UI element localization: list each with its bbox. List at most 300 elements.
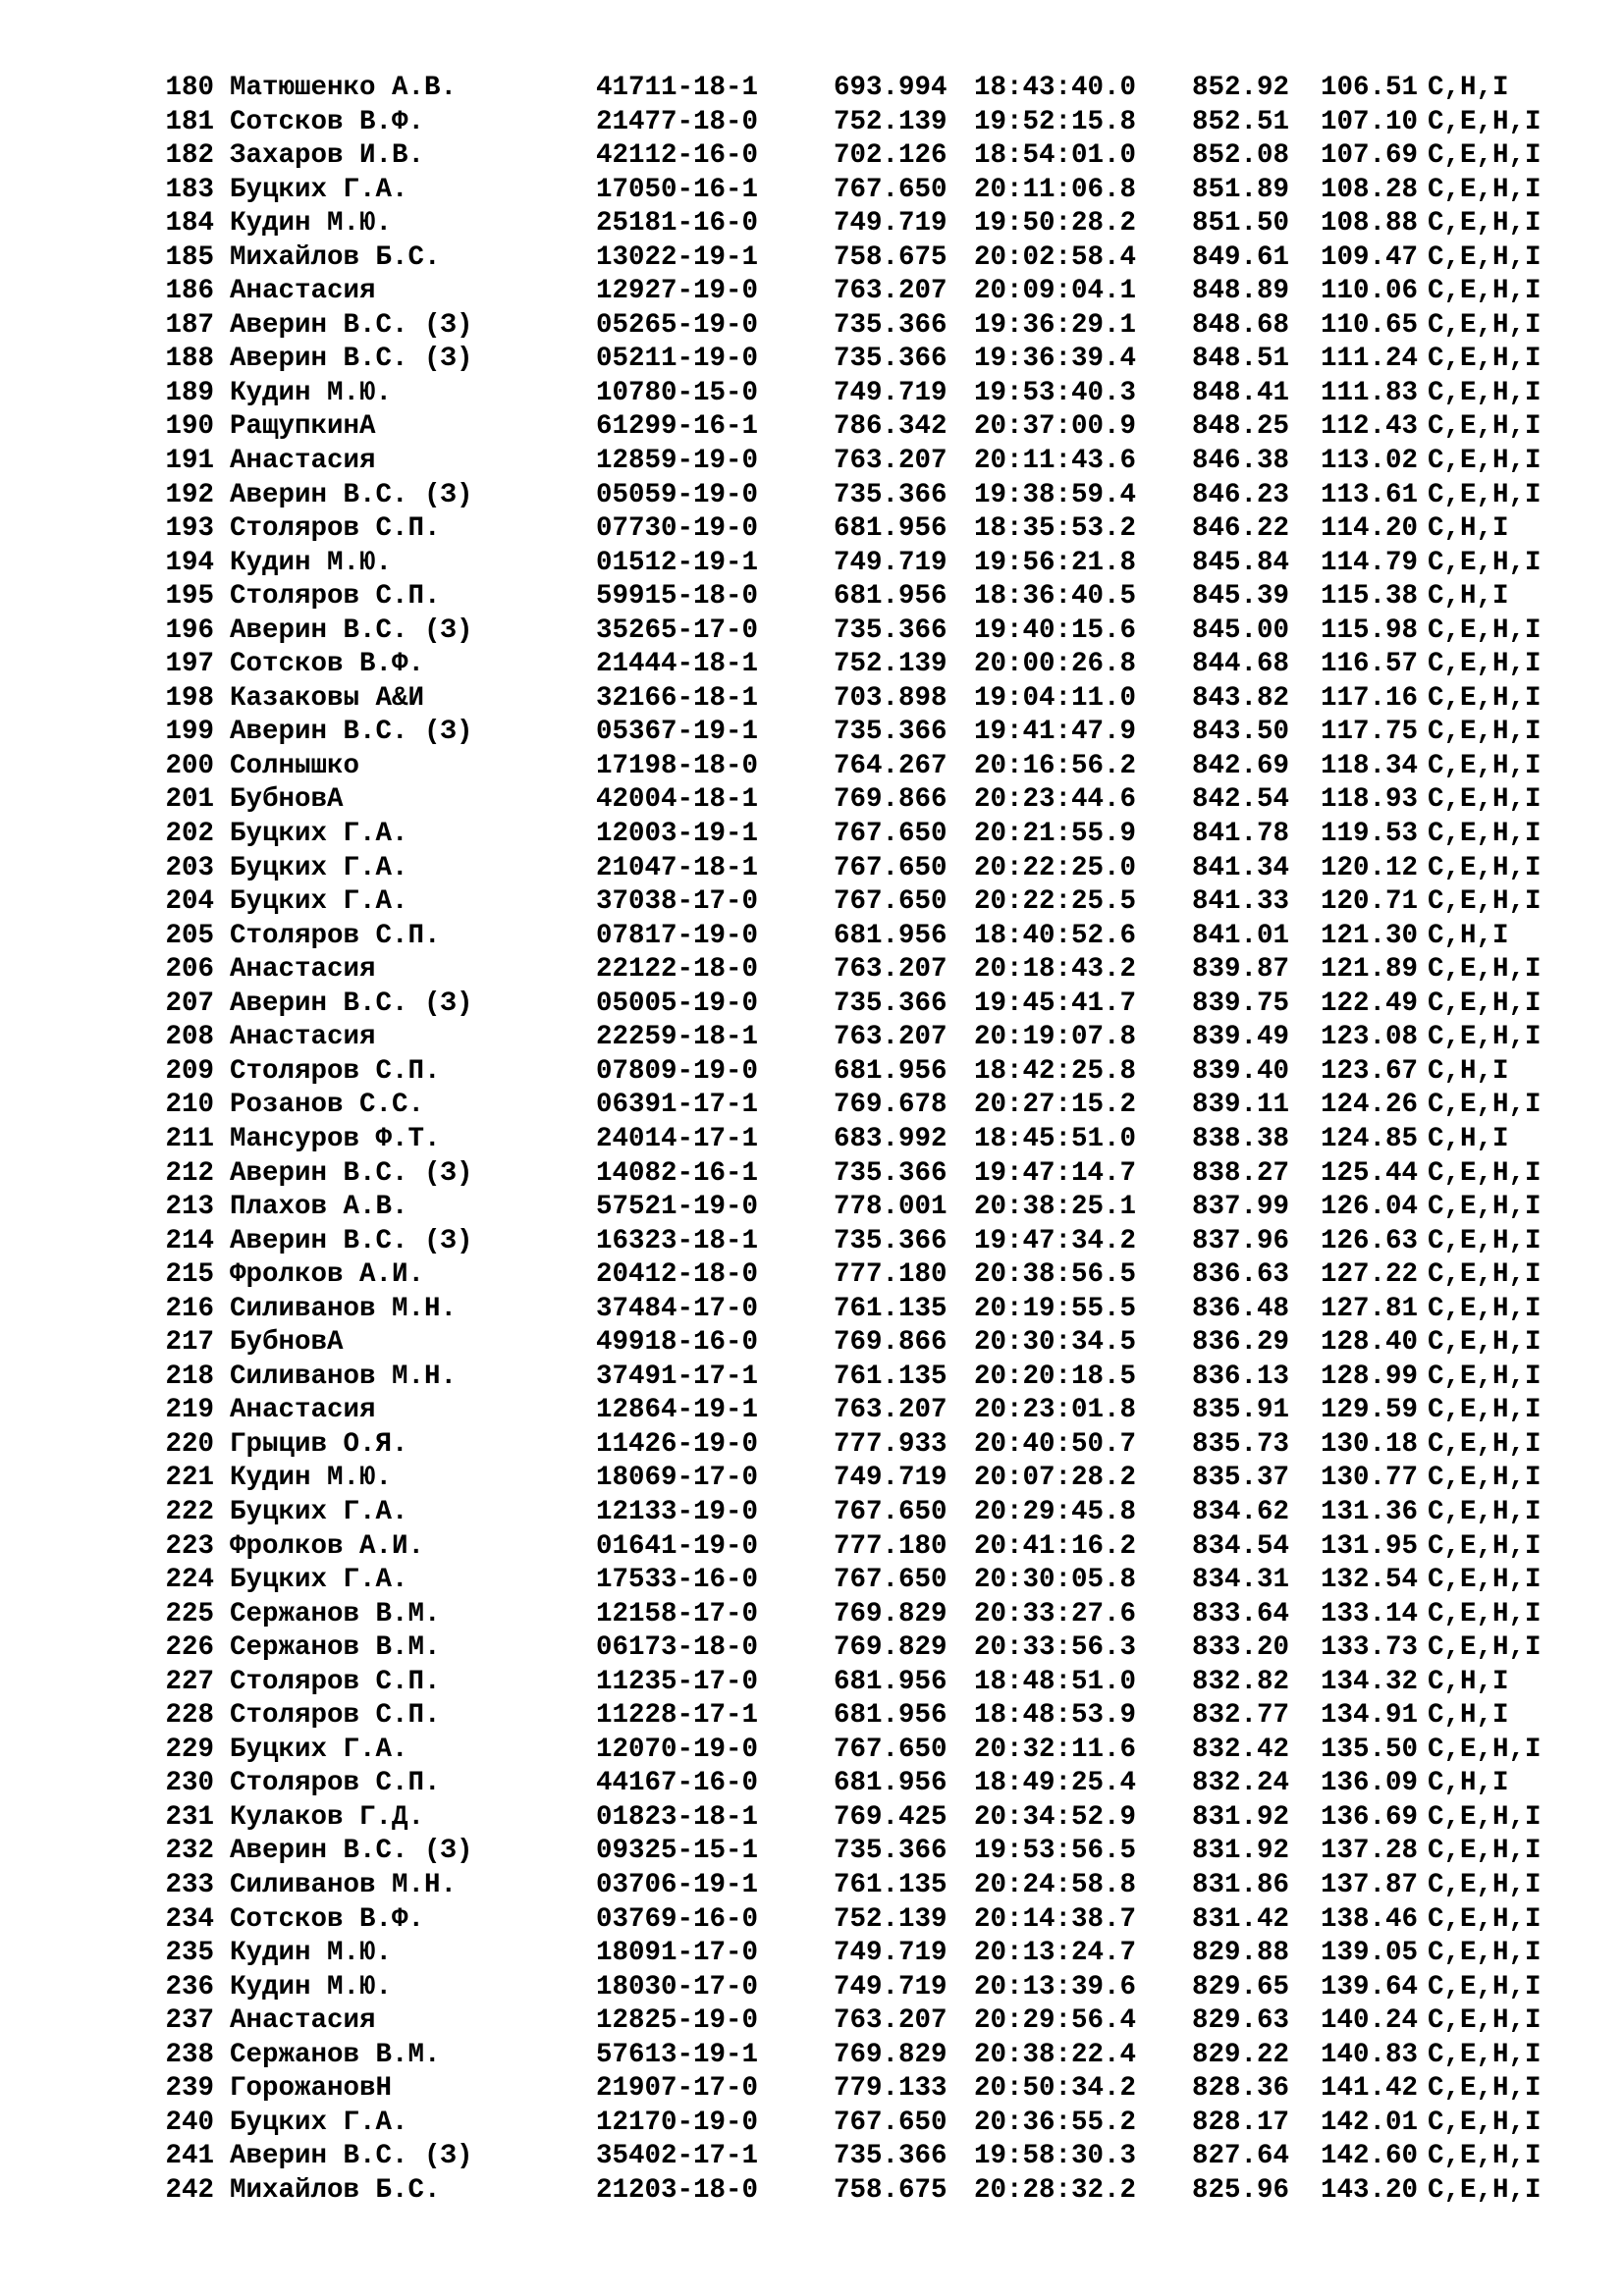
table-row <box>143 2039 1542 2073</box>
distance: 693.994 <box>834 73 947 103</box>
categories: C,E,H,I <box>1428 988 1542 1019</box>
ring-number: 57613-19-1 <box>596 2039 759 2070</box>
participant-name: Анастасия <box>230 2005 376 2037</box>
ring-number: 42004-18-1 <box>596 784 759 816</box>
participant-name: Аверин В.С. (З) <box>230 1225 473 1256</box>
arrival-time: 20:02:58.4 <box>974 241 1137 273</box>
arrival-time: 20:18:43.2 <box>974 954 1137 986</box>
speed: 836.63 <box>1192 1259 1290 1291</box>
speed: 835.91 <box>1192 1395 1290 1426</box>
table-row <box>143 1530 1542 1565</box>
table-row <box>143 377 1542 411</box>
ring-number: 24014-17-1 <box>596 1123 759 1154</box>
distance: 769.829 <box>834 1632 947 1664</box>
ring-number: 37038-17-0 <box>596 886 759 918</box>
ring-number: 03706-19-1 <box>596 1869 759 1900</box>
table-row <box>143 1361 1542 1395</box>
categories: C,E,H,I <box>1428 1530 1542 1562</box>
coefficient: 134.32 <box>1321 1666 1419 1697</box>
speed: 841.33 <box>1192 886 1290 918</box>
arrival-time: 18:35:53.2 <box>974 513 1137 545</box>
ring-number: 14082-16-1 <box>596 1157 759 1189</box>
ring-number: 22122-18-0 <box>596 954 759 986</box>
table-row <box>143 1666 1542 1700</box>
categories: C,E,H,I <box>1428 479 1542 510</box>
coefficient: 110.65 <box>1321 309 1419 341</box>
distance: 767.650 <box>834 2107 947 2138</box>
speed: 845.39 <box>1192 581 1290 613</box>
arrival-time: 20:16:56.2 <box>974 750 1137 781</box>
participant-name: Буцких Г.А. <box>230 1734 408 1765</box>
table-row <box>143 2140 1542 2174</box>
participant-name: Столяров С.П. <box>230 920 441 951</box>
arrival-time: 19:53:56.5 <box>974 1836 1137 1867</box>
arrival-time: 18:43:40.0 <box>974 73 1137 103</box>
arrival-time: 20:20:18.5 <box>974 1361 1137 1392</box>
arrival-time: 18:48:53.9 <box>974 1700 1137 1732</box>
arrival-time: 20:32:11.6 <box>974 1734 1137 1765</box>
coefficient: 138.46 <box>1321 1903 1419 1935</box>
place-number: 180 <box>165 73 214 103</box>
distance: 735.366 <box>834 614 947 646</box>
table-row <box>143 1598 1542 1632</box>
distance: 763.207 <box>834 446 947 477</box>
coefficient: 119.53 <box>1321 819 1419 850</box>
coefficient: 134.91 <box>1321 1700 1419 1732</box>
participant-name: Аверин В.С. (З) <box>230 988 473 1019</box>
categories: C,E,H,I <box>1428 1496 1542 1527</box>
arrival-time: 20:29:45.8 <box>974 1496 1137 1527</box>
participant-name: БубновА <box>230 1327 344 1359</box>
participant-name: Буцких Г.А. <box>230 819 408 850</box>
categories: C,E,H,I <box>1428 1225 1542 1256</box>
ring-number: 18069-17-0 <box>596 1463 759 1494</box>
ring-number: 11228-17-1 <box>596 1700 759 1732</box>
ring-number: 61299-16-1 <box>596 411 759 443</box>
table-row <box>143 1699 1542 1734</box>
place-number: 198 <box>165 682 214 714</box>
distance: 681.956 <box>834 581 947 613</box>
distance: 681.956 <box>834 1768 947 1799</box>
place-number: 196 <box>165 614 214 646</box>
coefficient: 137.87 <box>1321 1869 1419 1900</box>
ring-number: 07809-19-0 <box>596 1055 759 1087</box>
distance: 786.342 <box>834 411 947 443</box>
participant-name: Фролков А.И. <box>230 1259 425 1291</box>
place-number: 242 <box>165 2174 214 2206</box>
categories: C,H,I <box>1428 1768 1509 1799</box>
participant-name: Аверин В.С. (З) <box>230 614 473 646</box>
table-row <box>143 479 1542 513</box>
speed: 852.51 <box>1192 106 1290 137</box>
coefficient: 120.12 <box>1321 852 1419 883</box>
arrival-time: 19:47:34.2 <box>974 1225 1137 1256</box>
ring-number: 21477-18-0 <box>596 106 759 137</box>
participant-name: Анастасия <box>230 1395 376 1426</box>
ring-number: 35265-17-0 <box>596 614 759 646</box>
categories: C,E,H,I <box>1428 1869 1542 1900</box>
coefficient: 127.22 <box>1321 1259 1419 1291</box>
table-row <box>143 445 1542 479</box>
speed: 829.63 <box>1192 2005 1290 2037</box>
table-row <box>143 72 1542 106</box>
categories: C,E,H,I <box>1428 174 1542 205</box>
arrival-time: 20:50:34.2 <box>974 2073 1137 2105</box>
table-row <box>143 1564 1542 1598</box>
place-number: 189 <box>165 377 214 408</box>
place-number: 236 <box>165 1971 214 2002</box>
speed: 851.89 <box>1192 174 1290 205</box>
table-row <box>143 953 1542 988</box>
distance: 683.992 <box>834 1123 947 1154</box>
place-number: 205 <box>165 920 214 951</box>
participant-name: Силиванов М.Н. <box>230 1869 458 1900</box>
ring-number: 01641-19-0 <box>596 1530 759 1562</box>
participant-name: Аверин В.С. (З) <box>230 2141 473 2172</box>
distance: 681.956 <box>834 1055 947 1087</box>
ring-number: 16323-18-1 <box>596 1225 759 1256</box>
participant-name: Аверин В.С. (З) <box>230 717 473 748</box>
arrival-time: 20:38:25.1 <box>974 1192 1137 1223</box>
table-row <box>143 852 1542 886</box>
participant-name: Кудин М.Ю. <box>230 377 393 408</box>
place-number: 208 <box>165 1022 214 1053</box>
ring-number: 12070-19-0 <box>596 1734 759 1765</box>
arrival-time: 19:53:40.3 <box>974 377 1137 408</box>
ring-number: 17533-16-0 <box>596 1565 759 1596</box>
distance: 735.366 <box>834 309 947 341</box>
categories: C,H,I <box>1428 581 1509 613</box>
ring-number: 21203-18-0 <box>596 2174 759 2206</box>
place-number: 218 <box>165 1361 214 1392</box>
speed: 841.34 <box>1192 852 1290 883</box>
table-row <box>143 818 1542 852</box>
place-number: 219 <box>165 1395 214 1426</box>
participant-name: Матюшенко А.В. <box>230 73 458 103</box>
categories: C,E,H,I <box>1428 344 1542 375</box>
table-row <box>143 410 1542 445</box>
speed: 829.65 <box>1192 1971 1290 2002</box>
table-row <box>143 309 1542 344</box>
arrival-time: 18:42:25.8 <box>974 1055 1137 1087</box>
ring-number: 05059-19-0 <box>596 479 759 510</box>
coefficient: 142.01 <box>1321 2107 1419 2138</box>
participant-name: Кудин М.Ю. <box>230 1463 393 1494</box>
distance: 769.866 <box>834 784 947 816</box>
distance: 735.366 <box>834 1157 947 1189</box>
arrival-time: 20:40:50.7 <box>974 1428 1137 1460</box>
coefficient: 118.34 <box>1321 750 1419 781</box>
table-row <box>143 1937 1542 1971</box>
speed: 841.01 <box>1192 920 1290 951</box>
speed: 827.64 <box>1192 2141 1290 2172</box>
table-row <box>143 1258 1542 1293</box>
categories: C,E,H,I <box>1428 1157 1542 1189</box>
speed: 831.42 <box>1192 1903 1290 1935</box>
ring-number: 12158-17-0 <box>596 1598 759 1629</box>
coefficient: 127.81 <box>1321 1293 1419 1324</box>
coefficient: 123.67 <box>1321 1055 1419 1087</box>
participant-name: Аверин В.С. (З) <box>230 344 473 375</box>
arrival-time: 20:19:07.8 <box>974 1022 1137 1053</box>
place-number: 199 <box>165 717 214 748</box>
table-row <box>143 2174 1542 2209</box>
categories: C,E,H,I <box>1428 2039 1542 2070</box>
speed: 845.00 <box>1192 614 1290 646</box>
table-row <box>143 988 1542 1022</box>
distance: 749.719 <box>834 1938 947 1969</box>
coefficient: 109.47 <box>1321 241 1419 273</box>
ring-number: 05005-19-0 <box>596 988 759 1019</box>
coefficient: 118.93 <box>1321 784 1419 816</box>
participant-name: Буцких Г.А. <box>230 886 408 918</box>
arrival-time: 20:38:22.4 <box>974 2039 1137 2070</box>
place-number: 210 <box>165 1090 214 1121</box>
ring-number: 12859-19-0 <box>596 446 759 477</box>
table-row <box>143 241 1542 276</box>
distance: 761.135 <box>834 1293 947 1324</box>
categories: C,E,H,I <box>1428 1327 1542 1359</box>
distance: 758.675 <box>834 241 947 273</box>
ring-number: 35402-17-1 <box>596 2141 759 2172</box>
speed: 837.99 <box>1192 1192 1290 1223</box>
speed: 837.96 <box>1192 1225 1290 1256</box>
distance: 749.719 <box>834 208 947 240</box>
place-number: 195 <box>165 581 214 613</box>
categories: C,E,H,I <box>1428 411 1542 443</box>
categories: C,E,H,I <box>1428 309 1542 341</box>
coefficient: 112.43 <box>1321 411 1419 443</box>
table-row <box>143 2004 1542 2039</box>
coefficient: 120.71 <box>1321 886 1419 918</box>
table-row <box>143 1734 1542 1768</box>
coefficient: 126.63 <box>1321 1225 1419 1256</box>
ring-number: 44167-16-0 <box>596 1768 759 1799</box>
arrival-time: 20:41:16.2 <box>974 1530 1137 1562</box>
speed: 843.82 <box>1192 682 1290 714</box>
arrival-time: 19:40:15.6 <box>974 614 1137 646</box>
table-row <box>143 614 1542 649</box>
participant-name: Плахов А.В. <box>230 1192 408 1223</box>
table-row <box>143 139 1542 174</box>
distance: 749.719 <box>834 377 947 408</box>
categories: C,E,H,I <box>1428 1022 1542 1053</box>
coefficient: 133.14 <box>1321 1598 1419 1629</box>
coefficient: 125.44 <box>1321 1157 1419 1189</box>
categories: C,E,H,I <box>1428 1938 1542 1969</box>
participant-name: Столяров С.П. <box>230 513 441 545</box>
distance: 681.956 <box>834 920 947 951</box>
table-row <box>143 885 1542 920</box>
distance: 778.001 <box>834 1192 947 1223</box>
ring-number: 18091-17-0 <box>596 1938 759 1969</box>
arrival-time: 19:50:28.2 <box>974 208 1137 240</box>
distance: 749.719 <box>834 1463 947 1494</box>
distance: 769.829 <box>834 2039 947 2070</box>
table-row <box>143 1055 1542 1090</box>
coefficient: 137.28 <box>1321 1836 1419 1867</box>
speed: 846.22 <box>1192 513 1290 545</box>
distance: 779.133 <box>834 2073 947 2105</box>
coefficient: 141.42 <box>1321 2073 1419 2105</box>
distance: 758.675 <box>834 2174 947 2206</box>
arrival-time: 20:24:58.8 <box>974 1869 1137 1900</box>
place-number: 240 <box>165 2107 214 2138</box>
speed: 834.31 <box>1192 1565 1290 1596</box>
arrival-time: 20:38:56.5 <box>974 1259 1137 1291</box>
table-row <box>143 1903 1542 1938</box>
coefficient: 136.69 <box>1321 1801 1419 1833</box>
ring-number: 07730-19-0 <box>596 513 759 545</box>
participant-name: Сержанов В.М. <box>230 2039 441 2070</box>
coefficient: 123.08 <box>1321 1022 1419 1053</box>
arrival-time: 20:30:05.8 <box>974 1565 1137 1596</box>
ring-number: 12133-19-0 <box>596 1496 759 1527</box>
place-number: 225 <box>165 1598 214 1629</box>
table-row <box>143 716 1542 750</box>
participant-name: Буцких Г.А. <box>230 852 408 883</box>
place-number: 214 <box>165 1225 214 1256</box>
speed: 846.23 <box>1192 479 1290 510</box>
participant-name: ГорожановН <box>230 2073 393 2105</box>
ring-number: 12825-19-0 <box>596 2005 759 2037</box>
arrival-time: 20:23:44.6 <box>974 784 1137 816</box>
categories: C,H,I <box>1428 920 1509 951</box>
ring-number: 32166-18-1 <box>596 682 759 714</box>
ring-number: 05265-19-0 <box>596 309 759 341</box>
speed: 839.49 <box>1192 1022 1290 1053</box>
table-row <box>143 1225 1542 1259</box>
arrival-time: 19:58:30.3 <box>974 2141 1137 2172</box>
arrival-time: 18:36:40.5 <box>974 581 1137 613</box>
categories: C,E,H,I <box>1428 1565 1542 1596</box>
place-number: 211 <box>165 1123 214 1154</box>
participant-name: Михайлов Б.С. <box>230 241 441 273</box>
participant-name: Захаров И.В. <box>230 140 425 172</box>
coefficient: 113.02 <box>1321 446 1419 477</box>
table-row <box>143 207 1542 241</box>
place-number: 188 <box>165 344 214 375</box>
table-row <box>143 1767 1542 1801</box>
distance: 769.866 <box>834 1327 947 1359</box>
speed: 839.87 <box>1192 954 1290 986</box>
ring-number: 10780-15-0 <box>596 377 759 408</box>
speed: 831.86 <box>1192 1869 1290 1900</box>
table-row <box>143 275 1542 309</box>
coefficient: 124.26 <box>1321 1090 1419 1121</box>
place-number: 228 <box>165 1700 214 1732</box>
ring-number: 20412-18-0 <box>596 1259 759 1291</box>
categories: C,E,H,I <box>1428 1395 1542 1426</box>
place-number: 202 <box>165 819 214 850</box>
speed: 851.50 <box>1192 208 1290 240</box>
arrival-time: 20:30:34.5 <box>974 1327 1137 1359</box>
categories: C,E,H,I <box>1428 276 1542 307</box>
coefficient: 107.69 <box>1321 140 1419 172</box>
participant-name: Грыцив О.Я. <box>230 1428 408 1460</box>
distance: 767.650 <box>834 819 947 850</box>
coefficient: 131.36 <box>1321 1496 1419 1527</box>
speed: 838.38 <box>1192 1123 1290 1154</box>
distance: 763.207 <box>834 276 947 307</box>
participant-name: Силиванов М.Н. <box>230 1293 458 1324</box>
ring-number: 37491-17-1 <box>596 1361 759 1392</box>
categories: C,E,H,I <box>1428 208 1542 240</box>
table-row <box>143 512 1542 547</box>
speed: 848.25 <box>1192 411 1290 443</box>
place-number: 207 <box>165 988 214 1019</box>
coefficient: 121.89 <box>1321 954 1419 986</box>
place-number: 192 <box>165 479 214 510</box>
ring-number: 17198-18-0 <box>596 750 759 781</box>
speed: 829.88 <box>1192 1938 1290 1969</box>
categories: C,H,I <box>1428 1666 1509 1697</box>
arrival-time: 20:19:55.5 <box>974 1293 1137 1324</box>
arrival-time: 19:04:11.0 <box>974 682 1137 714</box>
arrival-time: 20:00:26.8 <box>974 649 1137 680</box>
coefficient: 115.98 <box>1321 614 1419 646</box>
coefficient: 121.30 <box>1321 920 1419 951</box>
arrival-time: 18:54:01.0 <box>974 140 1137 172</box>
speed: 831.92 <box>1192 1801 1290 1833</box>
place-number: 206 <box>165 954 214 986</box>
arrival-time: 20:23:01.8 <box>974 1395 1137 1426</box>
coefficient: 108.88 <box>1321 208 1419 240</box>
speed: 835.73 <box>1192 1428 1290 1460</box>
ring-number: 22259-18-1 <box>596 1022 759 1053</box>
distance: 767.650 <box>834 1734 947 1765</box>
speed: 848.89 <box>1192 276 1290 307</box>
coefficient: 113.61 <box>1321 479 1419 510</box>
arrival-time: 18:45:51.0 <box>974 1123 1137 1154</box>
participant-name: Буцких Г.А. <box>230 1565 408 1596</box>
place-number: 235 <box>165 1938 214 1969</box>
coefficient: 108.28 <box>1321 174 1419 205</box>
ring-number: 01823-18-1 <box>596 1801 759 1833</box>
coefficient: 106.51 <box>1321 73 1419 103</box>
distance: 763.207 <box>834 2005 947 2037</box>
arrival-time: 20:33:56.3 <box>974 1632 1137 1664</box>
categories: C,H,I <box>1428 73 1509 103</box>
distance: 749.719 <box>834 1971 947 2002</box>
arrival-time: 19:41:47.9 <box>974 717 1137 748</box>
categories: C,E,H,I <box>1428 886 1542 918</box>
categories: C,E,H,I <box>1428 547 1542 578</box>
table-row <box>143 343 1542 377</box>
ring-number: 21444-18-1 <box>596 649 759 680</box>
arrival-time: 19:38:59.4 <box>974 479 1137 510</box>
coefficient: 116.57 <box>1321 649 1419 680</box>
place-number: 222 <box>165 1496 214 1527</box>
ring-number: 42112-16-0 <box>596 140 759 172</box>
table-row <box>143 1631 1542 1666</box>
ring-number: 09325-15-1 <box>596 1836 759 1867</box>
speed: 841.78 <box>1192 819 1290 850</box>
arrival-time: 20:36:55.2 <box>974 2107 1137 2138</box>
ring-number: 12003-19-1 <box>596 819 759 850</box>
coefficient: 117.75 <box>1321 717 1419 748</box>
arrival-time: 20:34:52.9 <box>974 1801 1137 1833</box>
coefficient: 139.64 <box>1321 1971 1419 2002</box>
categories: C,E,H,I <box>1428 1090 1542 1121</box>
place-number: 237 <box>165 2005 214 2037</box>
distance: 767.650 <box>834 1496 947 1527</box>
place-number: 232 <box>165 1836 214 1867</box>
participant-name: Анастасия <box>230 954 376 986</box>
ring-number: 57521-19-0 <box>596 1192 759 1223</box>
participant-name: Столяров С.П. <box>230 581 441 613</box>
table-row <box>143 1462 1542 1496</box>
